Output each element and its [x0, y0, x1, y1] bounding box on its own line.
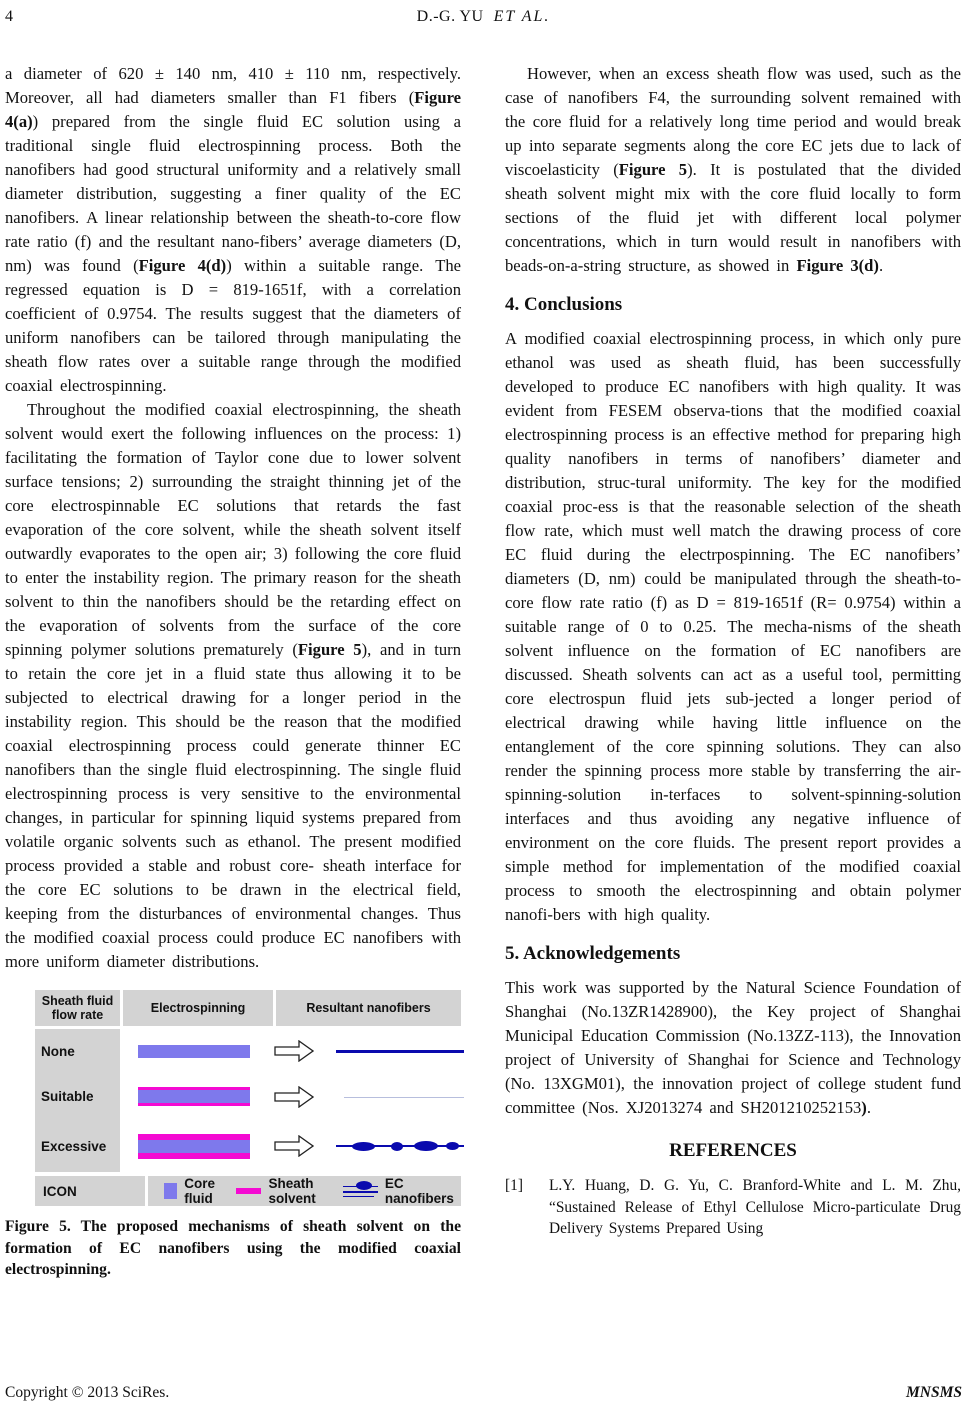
journal-abbreviation: MNSMS — [906, 1384, 962, 1401]
figure-row-label-excessive: Excessive — [35, 1120, 120, 1172]
page-footer — [5, 1384, 962, 1402]
page-number: 4 — [5, 8, 13, 25]
figure-5-caption: Figure 5. The proposed mechanisms of sheath solvent on the formation of EC nanofibers using the modified coaxial electrospinning. — [5, 1218, 461, 1278]
figure-5-diagram — [35, 990, 461, 1206]
legend-label: Core fluid — [184, 1176, 215, 1206]
running-head-etal: ET AL. — [493, 8, 551, 25]
thick-fiber-line — [336, 1050, 464, 1053]
figure-row-none — [120, 1029, 464, 1073]
section-heading-acknowledgements: 5. Acknowledgements — [505, 943, 681, 964]
figure-column-header-flow-rate: Sheath fluid flow rate — [35, 990, 120, 1026]
reference-number: [1] — [505, 1177, 523, 1194]
left-column — [5, 62, 461, 1281]
legend-items — [148, 1176, 461, 1206]
section-heading-conclusions: 4. Conclusions — [505, 294, 623, 315]
figure-rows — [35, 1029, 461, 1172]
core-fluid-bar — [138, 1140, 250, 1153]
bead — [414, 1141, 438, 1151]
legend-label: EC nanofibers — [384, 1176, 454, 1206]
two-column-body — [5, 62, 962, 1281]
reference-1 — [505, 1175, 961, 1240]
acknowledgements-paragraph: This work was supported by the Natural Science Foundation of Shanghai (No.13ZR1428900), the Key project of Shanghai Municipal Education Commission (No.13ZZ-113), the Innovation project of University of Shanghai for Science and Technology (No. 13XGM01), the innovation project of college student fund committee (Nos. XJ2013274 and SH201210252153). — [505, 978, 961, 1117]
running-head — [5, 8, 962, 26]
bead — [446, 1142, 459, 1150]
legend-item-sheath-solvent — [236, 1176, 333, 1206]
jet-core-thick-sheath — [138, 1134, 250, 1159]
copyright-notice: Copyright © 2013 SciRes. — [5, 1384, 170, 1401]
right-arrow-icon — [274, 1040, 314, 1062]
figure-row-suitable — [120, 1073, 464, 1120]
sheath-layer-bottom — [138, 1153, 250, 1159]
result-uniform-thin-fiber — [336, 1090, 464, 1104]
core-fluid-bar — [138, 1090, 250, 1103]
right-column — [505, 62, 961, 1281]
fiber-line — [343, 1196, 374, 1197]
legend-item-ec-nanofibers — [343, 1176, 461, 1206]
left-paragraph-2: Throughout the modified coaxial electrospinning, the sheath solvent would exert the following influences on the process: 1) facilitating the formation of Taylor cone due to lower solvent surface tensions; 2) surrounding the straight thinning jet of the core electrospinnable EC solutions that retards the fast evaporation of the core solvent, while the sheath solvent itself outwardly evaporates to the open air; 3) following the core fluid to enter the instability region. The primary reason for the sheath solvent to thin the nanofibers should be the retarding effect on the evaporation of solvents from the surface of the core spinning polymer solutions prematurely (Figure 5), and in turn to retain the core jet in a fluid state thus allowing it to be subjected to electrical drawing for a longer period in the instability region. This should be the reason that the modified coaxial electrospinning process could generate thinner EC nanofibers than the single fluid electrospinning. The single fluid electrospinning process is very sensitive to the environmental changes, in particular for spinning liquid systems prepared from volatile organic solvents such as ethanol. The present modified process provided a stable and robust core- sheath interface for the core EC solutions to be drawn in the electrical field, keeping from the disturbances of environmental changes. Thus the modified coaxial process could produce EC nanofibers with more uniform diameter distributions. — [5, 400, 461, 971]
result-uniform-thick-fiber — [336, 1044, 464, 1058]
core-fluid-swatch-icon — [164, 1183, 177, 1199]
figure-row-label-none: None — [35, 1029, 120, 1073]
figure-row-label-suitable: Suitable — [35, 1073, 120, 1120]
right-arrow-icon — [274, 1086, 314, 1108]
left-paragraph-1: a diameter of 620 ± 140 nm, 410 ± 110 nm, respectively. Moreover, all had diameters smaller than F1 fibers (Figure 4(a)) prepared from the single fluid EC solution using a traditional single fluid electrospinning process. Both the nanofibers had good structural uniformity and a relatively small diameter distribution, suggesting a finer quality of the EC nanofibers. A linear relationship between the sheath-to-core flow rate ratio (f) and the resultant nano-fibers’ average diameters (D, nm) was found (Figure 4(d)) within a suitable range. The regressed equation is D = 819-1651f, with a correlation coefficient of 0.9754. The results suggest that the diameters of uniform nanofibers can be tailored through manipulating the sheath flow rates over a suitable range through the modified coaxial electrospinning. — [5, 64, 461, 395]
legend-item-core-fluid — [164, 1176, 226, 1206]
figure-column-header-resultant: Resultant nanofibers — [276, 990, 461, 1026]
legend-title: ICON — [35, 1176, 145, 1206]
section-heading-references: REFERENCES — [669, 1140, 797, 1161]
fiber-bead — [356, 1181, 372, 1190]
conclusions-paragraph: A modified coaxial electrospinning process, in which only pure ethanol was used as sheath fluid, has been successfully developed to produce EC nanofibers with high quality. It was evident from FESEM observa-tions that the modified coaxial electrospinning process is an effective method for preparing high quality nanofibers in terms of nanofibers’ diameter and distribution, struc-tural uniformity. The key for the modified coaxial proc-ess is that the reasonable selection of the sheath flow rate, which must well match the drawing process of core EC fluid during the electrpospinning. The EC nanofibers’ diameters (D, nm) could be manipulated through the sheath-to-core flow rate ratio (f) as D = 819-1651f (R= 0.9754) within a suitable range of 0 to 0.25. The mecha-nisms of the sheath solvent influence on the formation of EC nanofibers are discussed. Sheath solvents can act as a useful tool, permitting core electrospun fluid jets sub-jected a longer period of electrical drawing while having little influence on the entanglement of the core spinning solutions. They can also render the spinning process more stable by transferring the air-spinning-solution in-terfaces to solvent-spinning-solution interfaces and thus avoiding any negative influence of environment on the core fluids. The present report provides a simple method for implementation of the modified coaxial process to smooth the electrospinning and obtain polymer nanofi-bers with high quality. — [505, 329, 961, 924]
thin-fiber-line — [344, 1097, 464, 1098]
jet-core-only — [138, 1045, 250, 1058]
core-fluid-bar — [138, 1045, 250, 1058]
figure-header-row — [35, 990, 461, 1026]
jet-core-thin-sheath — [138, 1087, 250, 1106]
figure-legend-row — [35, 1176, 461, 1206]
right-paragraph-1: However, when an excess sheath flow was used, such as the case of nanofibers F4, the surrounding solvent remained with the core fluid for a relatively long time period and would break up into separate segments along the core EC jets due to lack of viscoelasticity (Figure 5). It is postulated that the divided sheath solvent might mix with the core fluid locally to form sections of the fluid jet with different local polymer concentrations, which in turn would result in nanofibers with beads-on-a-string structure, as showed in Figure 3(d). — [505, 64, 962, 275]
result-beads-on-string-fiber — [336, 1139, 464, 1153]
sheath-solvent-swatch-icon — [236, 1188, 262, 1194]
figure-column-header-electrospinning: Electrospinning — [123, 990, 273, 1026]
reference-text: L.Y. Huang, D. G. Yu, C. Branford-White and L. M. Zhu, “Sustained Release of Ethyl Cellulose Micro-particulate Drug Delivery Systems Prepared Using — [549, 1177, 961, 1237]
figure-row-excessive — [120, 1120, 464, 1172]
sheath-layer-bottom — [138, 1103, 250, 1106]
fiber-line — [343, 1191, 378, 1193]
ec-nanofibers-swatch-icon — [343, 1181, 378, 1201]
right-arrow-icon — [274, 1135, 314, 1157]
bead — [352, 1142, 375, 1151]
legend-label: Sheath solvent — [268, 1176, 316, 1206]
running-head-authors: D.-G. YU — [416, 8, 484, 25]
page-header — [5, 8, 962, 32]
bead — [391, 1142, 403, 1151]
